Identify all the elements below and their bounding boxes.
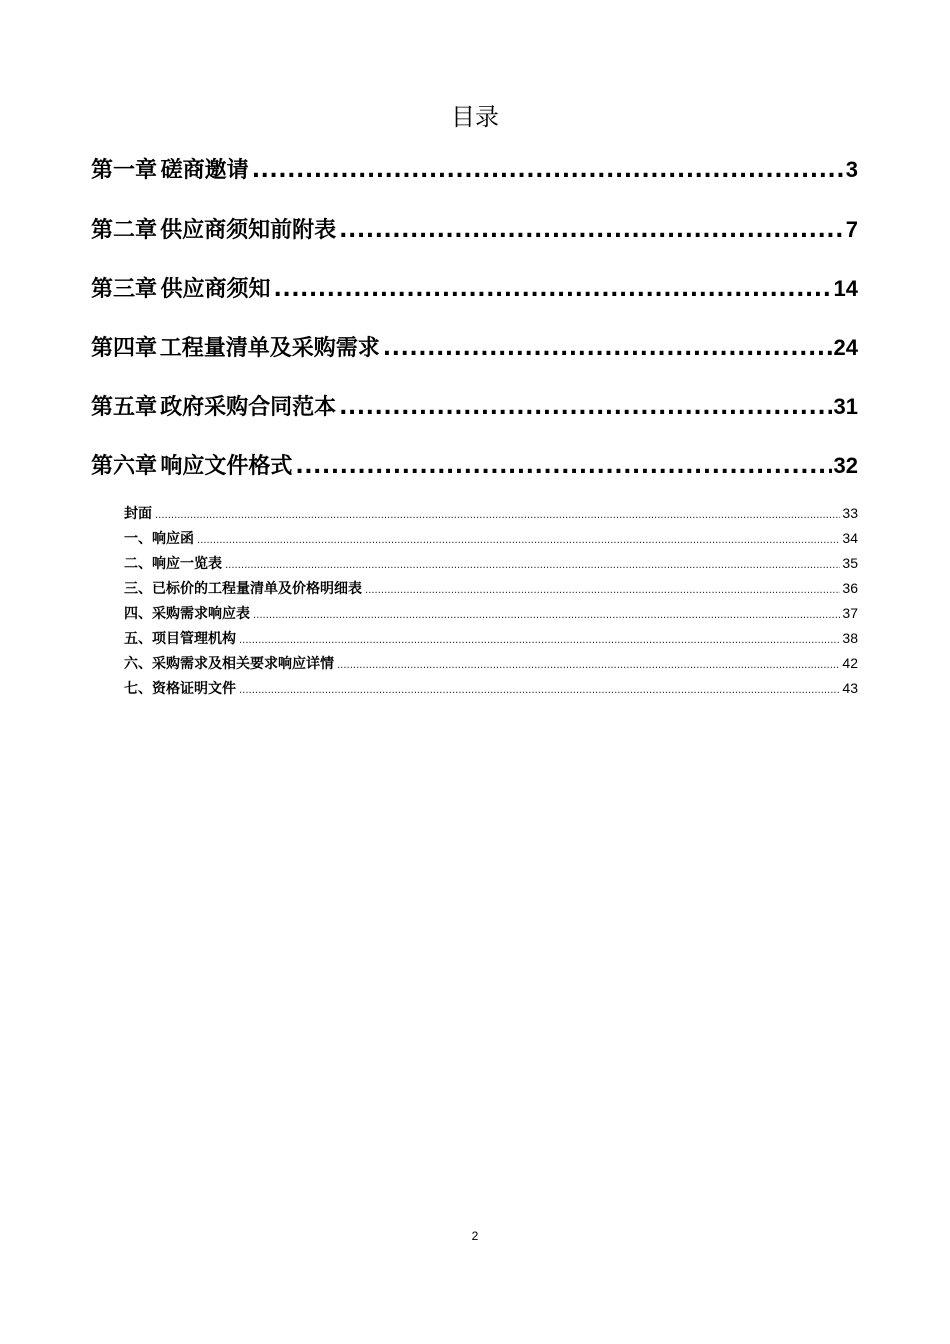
dot-leader — [383, 333, 832, 364]
toc-section-3[interactable] — [124, 578, 858, 598]
section-title: 封面 — [124, 506, 152, 522]
section-title: 二、响应一览表 — [124, 556, 222, 572]
page-number: 34 — [842, 530, 858, 546]
toc-section-cover[interactable] — [124, 503, 858, 523]
page-number: 36 — [842, 580, 858, 596]
chapter-title: 工程量清单及采购需求 — [159, 336, 380, 361]
dot-leader — [239, 629, 840, 648]
toc-chapter-3[interactable] — [91, 273, 858, 305]
chapter-number: 第四章 — [91, 336, 158, 361]
dot-leader — [295, 451, 831, 482]
dot-leader — [197, 529, 840, 548]
toc-chapter-4[interactable] — [91, 332, 858, 364]
dot-leader — [337, 654, 840, 673]
page-number: 43 — [842, 680, 858, 696]
toc-section-7[interactable] — [124, 678, 858, 698]
section-title: 一、响应函 — [124, 531, 194, 547]
chapter-title: 供应商须知前附表 — [160, 218, 337, 243]
page-number: 42 — [842, 655, 858, 671]
toc-chapter-5[interactable] — [91, 391, 858, 423]
dot-leader — [339, 392, 831, 423]
dot-leader — [155, 504, 840, 523]
toc-chapter-2[interactable] — [91, 214, 858, 246]
page-number: 35 — [842, 555, 858, 571]
chapter-number: 第六章 — [91, 454, 158, 479]
section-title: 七、资格证明文件 — [124, 681, 236, 697]
chapter-number: 第一章 — [91, 158, 158, 183]
toc-chapter-6[interactable] — [91, 450, 858, 482]
footer-page-number: 2 — [471, 1229, 479, 1243]
toc-section-6[interactable] — [124, 653, 858, 673]
chapter-number: 第二章 — [91, 218, 158, 243]
toc-section-4[interactable] — [124, 603, 858, 623]
chapter-number: 第三章 — [91, 277, 158, 302]
dot-leader — [339, 215, 844, 246]
dot-leader — [252, 155, 844, 186]
page-number: 33 — [842, 505, 858, 521]
toc-title: 目录 — [451, 103, 499, 131]
page-number: 3 — [845, 157, 858, 182]
chapter-title: 磋商邀请 — [160, 158, 249, 183]
page-number: 7 — [845, 217, 858, 242]
section-title: 三、已标价的工程量清单及价格明细表 — [124, 581, 362, 597]
page-number: 14 — [833, 276, 858, 301]
toc-chapter-1[interactable] — [91, 154, 858, 186]
section-title: 五、项目管理机构 — [124, 631, 236, 647]
chapter-title: 响应文件格式 — [160, 454, 293, 479]
dot-leader — [225, 554, 840, 573]
toc-section-5[interactable] — [124, 628, 858, 648]
dot-leader — [365, 579, 840, 598]
dot-leader — [253, 604, 840, 623]
section-title: 四、采购需求响应表 — [124, 606, 250, 622]
chapter-title: 政府采购合同范本 — [160, 395, 337, 420]
page-number: 32 — [833, 453, 858, 478]
page-number: 38 — [842, 630, 858, 646]
chapter-number: 第五章 — [91, 395, 158, 420]
page-number: 37 — [842, 605, 858, 621]
page-number: 31 — [833, 394, 858, 419]
dot-leader — [239, 679, 840, 698]
section-title: 六、采购需求及相关要求响应详情 — [124, 656, 334, 672]
toc-section-1[interactable] — [124, 528, 858, 548]
dot-leader — [273, 274, 831, 305]
toc-section-2[interactable] — [124, 553, 858, 573]
chapter-title: 供应商须知 — [160, 277, 271, 302]
page-number: 24 — [833, 335, 858, 360]
